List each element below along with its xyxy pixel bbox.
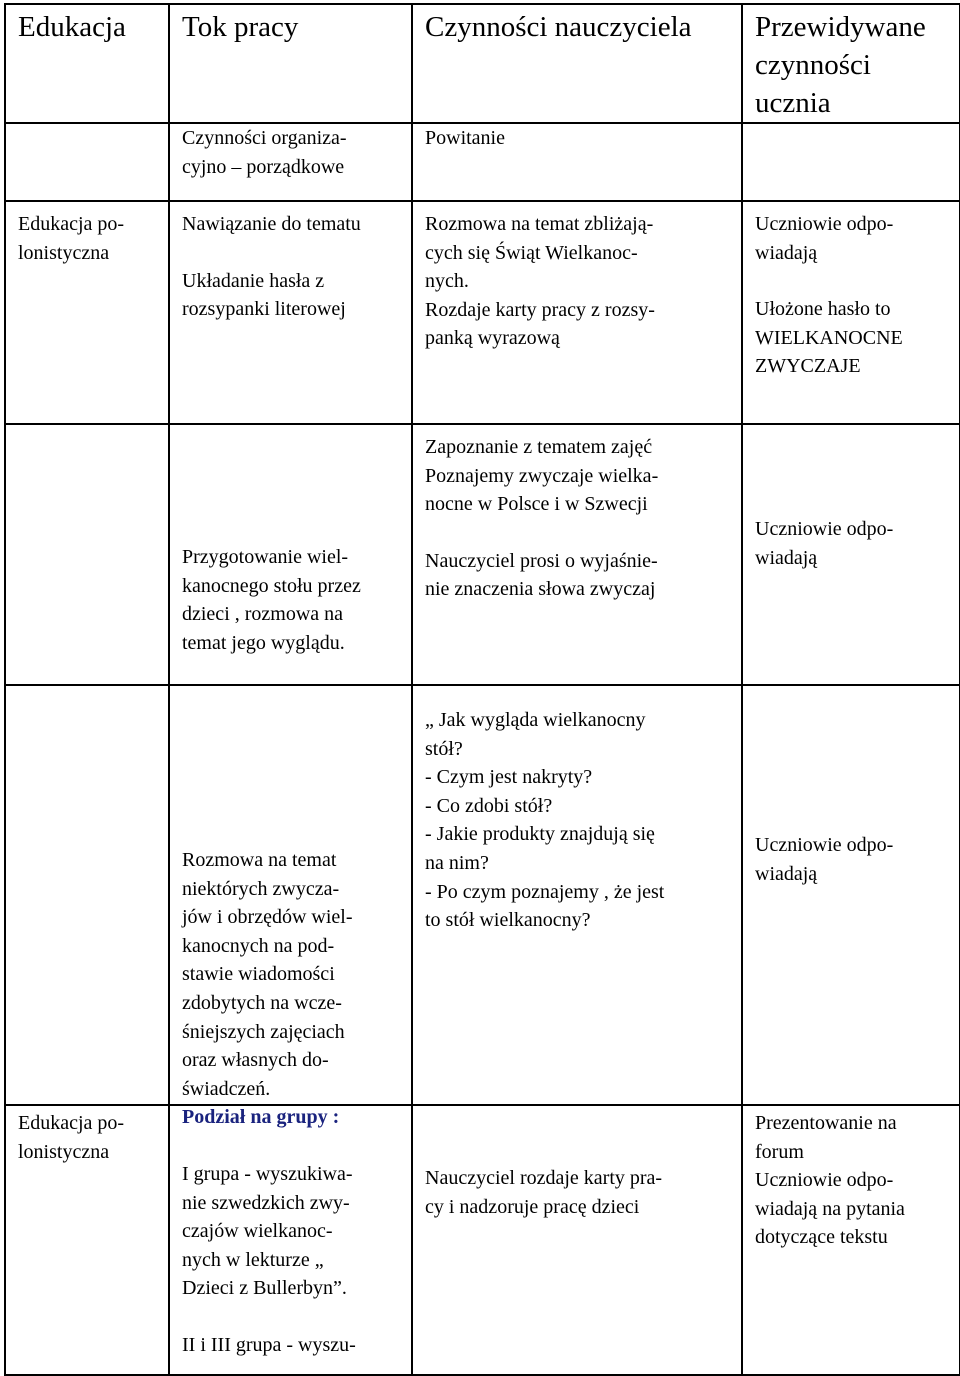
cell-line: nie szwedzkich zwy- [182,1191,350,1214]
cell-line: cyjno – porządkowe [182,155,345,178]
cell-line: nych. [425,270,469,293]
row4-edukacja-cell [5,685,169,1105]
cell-line: rozsypanki literowej [182,298,346,321]
table-header-row [5,4,960,123]
cell-line: Poznajemy zwyczaje wielka- [425,464,659,487]
cell-line: Dzieci z Bullerbyn”. [182,1277,347,1300]
cell-line: Uczniowie odpo- [755,1169,894,1192]
cell-line: niektórych zwycza- [182,877,340,900]
cell-line: - Co zdobi stół? [425,794,553,817]
header-col4-line: ucznia [755,87,831,119]
cell-line: cych się Świąt Wielkanoc- [425,241,638,264]
cell-line: zdobytych na wcze- [182,991,342,1014]
cell-line: „ Jak wygląda wielkanocny [425,709,646,731]
row4-nauczyciel-cell [412,685,742,1105]
header-col4-line: Przewidywane [755,11,926,43]
row3-uczen-cell [742,424,960,685]
cell-line: stawie wiadomości [182,963,335,986]
cell-line: Powitanie [425,127,505,149]
cell-line: Edukacja po- [18,213,125,235]
cell-line: lonistyczna [18,241,110,264]
cell-line: kanocnego stołu przez [182,574,361,597]
cell-line: II i III grupa - wyszu- [182,1333,356,1356]
cell-line: Uczniowie odpo- [755,834,894,856]
row2-uczen-cell [742,201,960,424]
row3-tok-pracy-cell [169,424,412,685]
cell-line: Uczniowie odpo- [755,213,894,235]
header-edukacja-text: Edukacja [18,11,126,43]
header-przewidywane-czynnosci-ucznia [742,4,960,123]
row2-tok-pracy-cell [169,201,412,424]
cell-line: cy i nadzoruje pracę dzieci [425,1195,640,1218]
header-czynnosci-nauczyciela [412,4,742,123]
cell-line: Przygotowanie wiel- [182,546,349,568]
cell-line: nocne w Polsce i w Szwecji [425,493,648,516]
header-czynnosci-nauczyciela-text: Czynności nauczyciela [425,11,692,43]
cell-line: panką wyrazową [425,327,560,350]
cell-line: Czynności organiza- [182,127,347,149]
cell-line: śniejszych zajęciach [182,1020,345,1043]
row4-uczen-cell [742,685,960,1105]
cell-line: Nawiązanie do tematu [182,213,361,235]
cell-line: Nauczyciel prosi o wyjaśnie- [425,549,658,572]
header-tok-pracy-text: Tok pracy [182,11,299,43]
cell-line: Rozmowa na temat [182,849,337,871]
row2-nauczyciel-cell [412,201,742,424]
cell-line: Edukacja po- [18,1112,125,1134]
header-edukacja [5,4,169,123]
lesson-plan-table [4,3,960,1376]
cell-line: to stół wielkanocny? [425,909,591,932]
cell-line: stół? [425,737,463,760]
cell-line: oraz własnych do- [182,1049,329,1072]
cell-line: Nauczyciel rozdaje karty pra- [425,1167,663,1189]
cell-line: czajów wielkanoc- [182,1220,333,1243]
cell-line: Prezentowanie na [755,1112,897,1134]
cell-line: - Jakie produkty znajdują się [425,823,655,846]
cell-line: forum [755,1140,804,1163]
cell-line: Układanie hasła z [182,269,325,292]
cell-line: ZWYCZAJE [755,355,861,378]
cell-line: Zapoznanie z tematem zajęć [425,436,653,458]
row3-nauczyciel-cell [412,424,742,685]
cell-line: kanocnych na pod- [182,934,335,957]
row5-edukacja-cell [5,1105,169,1375]
cell-line: Rozdaje karty pracy z rozsy- [425,298,655,321]
cell-line: - Po czym poznajemy , że jest [425,880,665,903]
cell-line: lonistyczna [18,1140,110,1163]
cell-line: wiadają na pytania [755,1197,905,1220]
cell-line: I grupa - wyszukiwa- [182,1162,353,1185]
cell-line: Ułożone hasło to [755,298,891,321]
row2-edukacja-cell [5,201,169,424]
cell-line: nie znaczenia słowa zwyczaj [425,578,656,601]
cell-line: na nim? [425,851,489,874]
table-row-przygotowanie [5,424,960,685]
row5-nauczyciel-cell [412,1105,742,1375]
cell-line: wiadają [755,546,818,569]
lesson-plan-page [4,3,960,1376]
groups-heading: Podział na grupy : [182,1106,340,1129]
table-row-podzial-na-grupy [5,1105,960,1375]
table-row-rozmowa-zwyczaje [5,685,960,1105]
cell-line: Uczniowie odpo- [755,518,894,540]
row1-tok-pracy-cell [169,123,412,201]
row5-tok-pracy-cell [169,849,412,1375]
table-row-nawiazanie [5,201,960,424]
header-col4-line: czynności [755,49,871,81]
cell-line: jów i obrzędów wiel- [182,906,353,929]
cell-line: temat jego wyglądu. [182,631,345,654]
row1-uczen-cell [742,123,960,201]
cell-line: nych w lekturze „ [182,1248,324,1271]
row1-edukacja-cell [5,123,169,201]
cell-line: Rozmowa na temat zbliżają- [425,213,654,235]
table-row-organizacyjne [5,123,960,201]
header-tok-pracy [169,4,412,123]
cell-line: dotyczące tekstu [755,1226,888,1249]
row5-uczen-cell [742,1105,960,1375]
cell-line: świadczeń. [182,1077,271,1100]
cell-line: dzieci , rozmowa na [182,603,344,626]
cell-line: wiadają [755,241,818,264]
row3-edukacja-cell [5,424,169,685]
cell-line: wiadają [755,862,818,885]
cell-line: - Czym jest nakryty? [425,766,593,789]
cell-line: WIELKANOCNE [755,326,903,349]
row1-nauczyciel-cell [412,123,742,201]
